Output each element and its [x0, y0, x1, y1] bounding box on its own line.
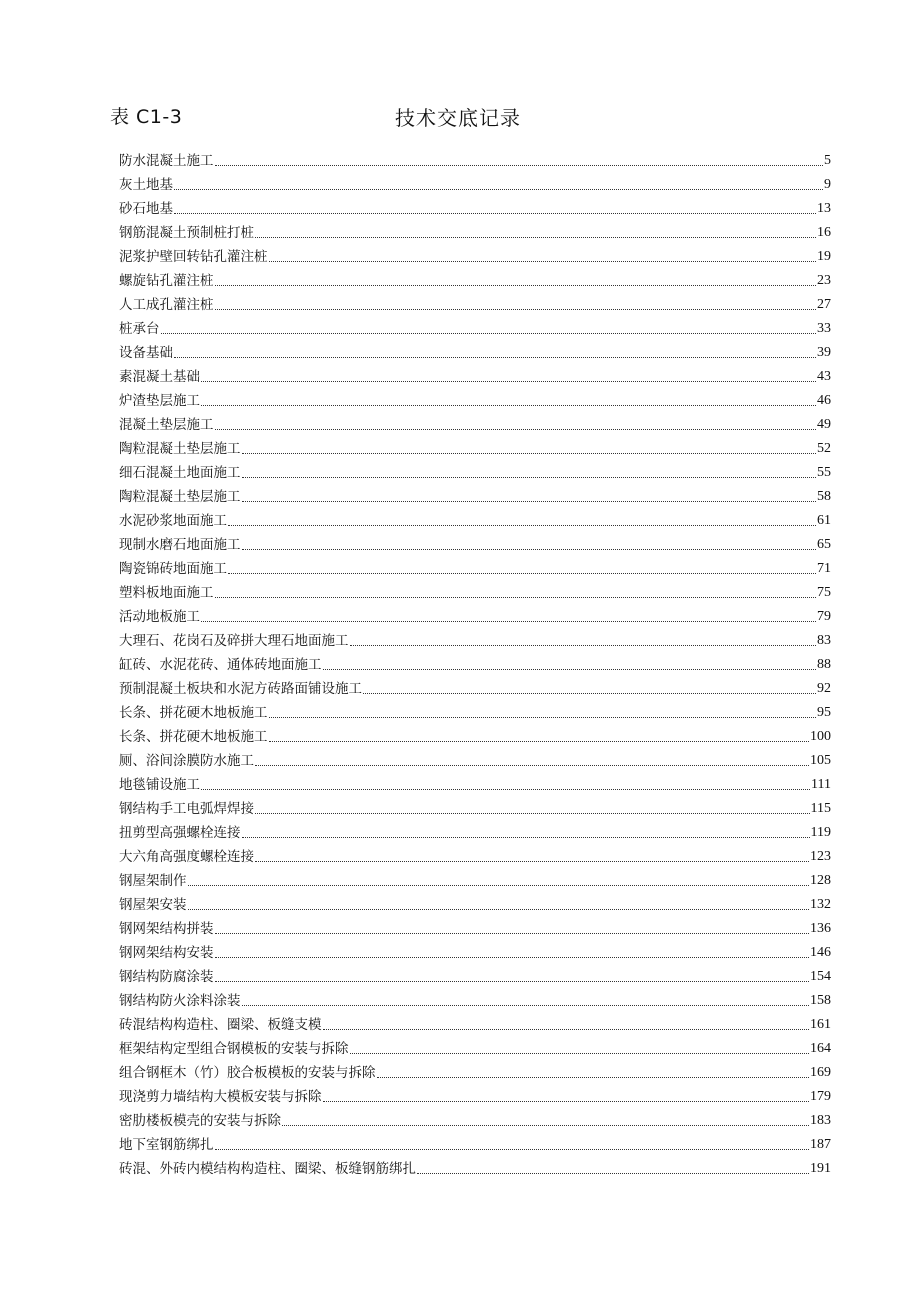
toc-entry-title: 钢网架结构拼装 — [119, 921, 214, 937]
toc-entry — [119, 746, 831, 770]
toc-entry — [119, 1106, 831, 1130]
toc-entry-title: 灰土地基 — [119, 177, 173, 193]
toc-entry — [119, 866, 831, 890]
toc-entry — [119, 458, 831, 482]
dot-leader — [417, 1172, 809, 1174]
dot-leader — [255, 236, 816, 238]
dot-leader — [228, 572, 816, 574]
toc-entry-page-number: 115 — [810, 801, 831, 816]
toc-entry-page-number: 71 — [817, 561, 831, 576]
dot-leader — [188, 884, 810, 886]
toc-entry-page-number: 154 — [810, 969, 831, 984]
toc-entry-title: 水泥砂浆地面施工 — [119, 513, 227, 529]
toc-entry-title: 陶粒混凝土垫层施工 — [119, 489, 241, 505]
toc-entry-title: 钢屋架安装 — [119, 897, 187, 913]
toc-entry — [119, 794, 831, 818]
toc-entry-title: 砖混结构构造柱、圈梁、板缝支模 — [119, 1017, 322, 1033]
dot-leader — [174, 356, 816, 358]
toc-entry-title: 地毯铺设施工 — [119, 777, 200, 793]
toc-entry-title: 钢筋混凝土预制桩打桩 — [119, 225, 254, 241]
dot-leader — [242, 836, 810, 838]
toc-entry — [119, 434, 831, 458]
toc-entry-page-number: 13 — [817, 201, 831, 216]
toc-entry-title: 扭剪型高强螺栓连接 — [119, 825, 241, 841]
toc-entry-title: 大六角高强度螺栓连接 — [119, 849, 254, 865]
toc-entry-title: 防水混凝土施工 — [119, 153, 214, 169]
dot-leader — [377, 1076, 810, 1078]
toc-entry-title: 现制水磨石地面施工 — [119, 537, 241, 553]
document-header — [110, 100, 810, 130]
dot-leader — [188, 908, 810, 910]
toc-entry-title: 缸砖、水泥花砖、通体砖地面施工 — [119, 657, 322, 673]
toc-entry — [119, 578, 831, 602]
toc-entry-title: 人工成孔灌注桩 — [119, 297, 214, 313]
toc-entry-page-number: 61 — [817, 513, 831, 528]
toc-entry-page-number: 95 — [817, 705, 831, 720]
toc-entry — [119, 650, 831, 674]
dot-leader — [215, 932, 810, 934]
toc-entry — [119, 482, 831, 506]
dot-leader — [215, 284, 817, 286]
toc-entry-page-number: 100 — [810, 729, 831, 744]
document-title: 技术交底记录 — [395, 106, 521, 130]
toc-entry-title: 现浇剪力墙结构大模板安装与拆除 — [119, 1089, 322, 1105]
toc-entry-title: 炉渣垫层施工 — [119, 393, 200, 409]
toc-entry — [119, 818, 831, 842]
toc-entry — [119, 146, 831, 170]
toc-entry — [119, 698, 831, 722]
toc-entry — [119, 674, 831, 698]
toc-entry-page-number: 27 — [817, 297, 831, 312]
toc-entry-page-number: 23 — [817, 273, 831, 288]
toc-entry-page-number: 33 — [817, 321, 831, 336]
toc-entry-title: 厕、浴间涂膜防水施工 — [119, 753, 254, 769]
dot-leader — [323, 1028, 810, 1030]
dot-leader — [201, 404, 816, 406]
toc-entry-page-number: 105 — [810, 753, 831, 768]
toc-entry — [119, 890, 831, 914]
toc-entry — [119, 218, 831, 242]
dot-leader — [269, 260, 817, 262]
dot-leader — [242, 548, 817, 550]
toc-entry-title: 砖混、外砖内模结构构造柱、圈梁、板缝钢筋绑扎 — [119, 1161, 416, 1177]
dot-leader — [242, 1004, 810, 1006]
toc-entry-page-number: 88 — [817, 657, 831, 672]
dot-leader — [215, 308, 817, 310]
toc-entry — [119, 554, 831, 578]
toc-entry-page-number: 123 — [810, 849, 831, 864]
toc-entry-title: 钢结构手工电弧焊焊接 — [119, 801, 254, 817]
toc-entry-page-number: 52 — [817, 441, 831, 456]
toc-entry — [119, 1034, 831, 1058]
toc-entry-page-number: 39 — [817, 345, 831, 360]
toc-entry-title: 地下室钢筋绑扎 — [119, 1137, 214, 1153]
toc-entry — [119, 338, 831, 362]
toc-entry-title: 组合钢框木（竹）胶合板模板的安装与拆除 — [119, 1065, 376, 1081]
dot-leader — [174, 212, 816, 214]
toc-entry — [119, 1010, 831, 1034]
toc-entry-title: 钢结构防腐涂装 — [119, 969, 214, 985]
toc-entry-title: 砂石地基 — [119, 201, 173, 217]
toc-entry-title: 陶瓷锦砖地面施工 — [119, 561, 227, 577]
toc-entry — [119, 914, 831, 938]
toc-entry-title: 混凝土垫层施工 — [119, 417, 214, 433]
toc-entry — [119, 410, 831, 434]
toc-entry-title: 钢网架结构安装 — [119, 945, 214, 961]
toc-entry-page-number: 119 — [810, 825, 831, 840]
toc-entry-title: 框架结构定型组合钢模板的安装与拆除 — [119, 1041, 349, 1057]
toc-entry — [119, 530, 831, 554]
toc-entry — [119, 1082, 831, 1106]
dot-leader — [201, 788, 810, 790]
dot-leader — [350, 1052, 810, 1054]
toc-entry — [119, 962, 831, 986]
toc-entry-page-number: 146 — [810, 945, 831, 960]
toc-entry — [119, 626, 831, 650]
dot-leader — [215, 1148, 810, 1150]
toc-entry-page-number: 136 — [810, 921, 831, 936]
toc-entry-page-number: 83 — [817, 633, 831, 648]
dot-leader — [242, 500, 817, 502]
form-code: 表 C1-3 — [110, 106, 183, 128]
toc-entry — [119, 1058, 831, 1082]
toc-entry — [119, 290, 831, 314]
toc-entry — [119, 602, 831, 626]
toc-entry-page-number: 9 — [824, 177, 831, 192]
dot-leader — [215, 164, 824, 166]
toc-entry-page-number: 111 — [811, 777, 831, 792]
dot-leader — [174, 188, 823, 190]
dot-leader — [323, 1100, 810, 1102]
toc-entry-page-number: 43 — [817, 369, 831, 384]
toc-entry-title: 钢屋架制作 — [119, 873, 187, 889]
toc-entry-title: 陶粒混凝土垫层施工 — [119, 441, 241, 457]
dot-leader — [242, 476, 817, 478]
toc-entry-title: 素混凝土基础 — [119, 369, 200, 385]
toc-entry-page-number: 161 — [810, 1017, 831, 1032]
toc-entry-page-number: 19 — [817, 249, 831, 264]
toc-entry-page-number: 158 — [810, 993, 831, 1008]
toc-entry-title: 设备基础 — [119, 345, 173, 361]
toc-entry-title: 长条、拼花硬木地板施工 — [119, 705, 268, 721]
dot-leader — [201, 380, 816, 382]
toc-entry-page-number: 65 — [817, 537, 831, 552]
toc-entry-title: 细石混凝土地面施工 — [119, 465, 241, 481]
toc-entry-title: 桩承台 — [119, 321, 160, 337]
toc-entry-title: 螺旋钻孔灌注桩 — [119, 273, 214, 289]
toc-entry-title: 活动地板施工 — [119, 609, 200, 625]
dot-leader — [255, 764, 809, 766]
toc-entry — [119, 194, 831, 218]
toc-entry-page-number: 49 — [817, 417, 831, 432]
toc-entry-page-number: 183 — [810, 1113, 831, 1128]
toc-entry — [119, 842, 831, 866]
toc-entry-page-number: 164 — [810, 1041, 831, 1056]
toc-entry-page-number: 187 — [810, 1137, 831, 1152]
dot-leader — [255, 812, 810, 814]
toc-entry-page-number: 58 — [817, 489, 831, 504]
toc-entry-title: 泥浆护壁回转钻孔灌注桩 — [119, 249, 268, 265]
dot-leader — [215, 596, 817, 598]
toc-entry-page-number: 46 — [817, 393, 831, 408]
toc-entry-page-number: 132 — [810, 897, 831, 912]
toc-entry — [119, 770, 831, 794]
toc-entry-page-number: 128 — [810, 873, 831, 888]
dot-leader — [215, 980, 810, 982]
toc-entry — [119, 386, 831, 410]
toc-entry — [119, 266, 831, 290]
dot-leader — [242, 452, 817, 454]
toc-entry-page-number: 179 — [810, 1089, 831, 1104]
toc-entry-title: 钢结构防火涂料涂装 — [119, 993, 241, 1009]
toc-entry-page-number: 191 — [810, 1161, 831, 1176]
toc-entry — [119, 986, 831, 1010]
toc-entry-page-number: 75 — [817, 585, 831, 600]
table-of-contents — [119, 146, 831, 1178]
toc-entry — [119, 170, 831, 194]
toc-entry — [119, 242, 831, 266]
dot-leader — [269, 716, 817, 718]
toc-entry-page-number: 16 — [817, 225, 831, 240]
toc-entry — [119, 938, 831, 962]
dot-leader — [201, 620, 816, 622]
dot-leader — [215, 428, 817, 430]
toc-entry — [119, 314, 831, 338]
toc-entry-title: 长条、拼花硬木地板施工 — [119, 729, 268, 745]
toc-entry — [119, 722, 831, 746]
toc-entry-title: 塑料板地面施工 — [119, 585, 214, 601]
toc-entry-title: 大理石、花岗石及碎拼大理石地面施工 — [119, 633, 349, 649]
dot-leader — [363, 692, 816, 694]
toc-entry-page-number: 169 — [810, 1065, 831, 1080]
toc-entry-title: 密肋楼板模壳的安装与拆除 — [119, 1113, 281, 1129]
dot-leader — [269, 740, 810, 742]
toc-entry-page-number: 5 — [824, 153, 831, 168]
dot-leader — [161, 332, 817, 334]
toc-entry — [119, 362, 831, 386]
toc-entry — [119, 506, 831, 530]
toc-entry-page-number: 79 — [817, 609, 831, 624]
toc-entry — [119, 1154, 831, 1178]
dot-leader — [228, 524, 816, 526]
dot-leader — [323, 668, 817, 670]
dot-leader — [350, 644, 817, 646]
toc-entry-page-number: 55 — [817, 465, 831, 480]
dot-leader — [255, 860, 809, 862]
dot-leader — [215, 956, 810, 958]
toc-entry-title: 预制混凝土板块和水泥方砖路面铺设施工 — [119, 681, 362, 697]
dot-leader — [282, 1124, 809, 1126]
toc-entry-page-number: 92 — [817, 681, 831, 696]
toc-entry — [119, 1130, 831, 1154]
